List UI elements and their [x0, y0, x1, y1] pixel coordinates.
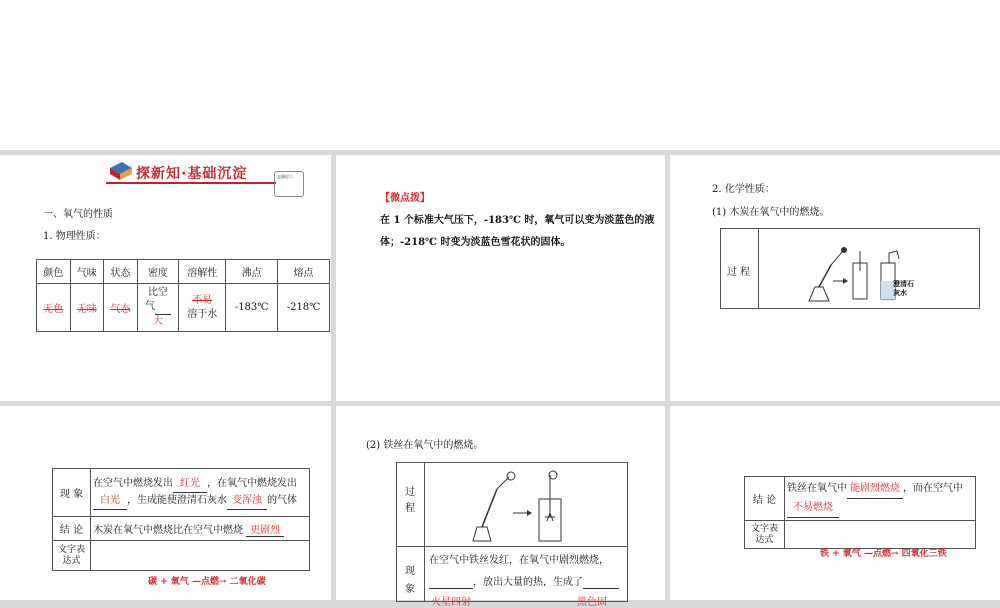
phenomenon-text: ，在氧气中燃烧发出 — [207, 477, 297, 489]
iron-process-box — [396, 462, 628, 608]
table-row — [37, 284, 330, 332]
conclusion-text: 铁丝在氧气中 — [787, 482, 847, 494]
phenomenon-label: 现象 — [405, 566, 415, 595]
expression-label: 文字表达式 — [53, 541, 91, 571]
banner-title: 探新知·基础沉淀 — [136, 166, 248, 182]
answer-vigorous-burn: 能剧烈燃烧 — [847, 480, 903, 499]
top-blank-area — [0, 0, 1000, 150]
answer-state: 气态 — [110, 304, 131, 315]
tip-badge — [274, 171, 304, 197]
tip-line-2: 体；-218℃ 时变为淡蓝色雪花状的固体。 — [380, 237, 571, 248]
header-cell: 熔点 — [278, 260, 330, 284]
header-cell: 状态 — [104, 260, 138, 284]
answer-not-easy-burn: 不易燃烧 — [787, 499, 839, 518]
density-mid: 气 — [144, 301, 155, 312]
banner-underline — [106, 182, 276, 184]
slide-thumbnail-5[interactable] — [336, 406, 665, 608]
answer-white-light: 白光 — [93, 493, 127, 510]
conclusion-text: ，而在空气中 — [903, 482, 963, 494]
phenomenon-text: ，生成能使澄清石灰水 — [127, 494, 227, 506]
tip-line-1: 在 1 个标准大气压下，-183℃ 时，氧气可以变为淡蓝色的液 — [380, 215, 655, 226]
iron-heading: (2) 铁丝在氧气中的燃烧。 — [366, 440, 484, 451]
section-banner — [106, 160, 276, 186]
slide-thumbnail-1[interactable] — [0, 155, 331, 401]
slide-thumbnail-3[interactable] — [670, 155, 1000, 401]
answer-black-solid: 黑色固 — [577, 597, 607, 608]
boiling-point: -183℃ — [226, 284, 278, 332]
table-header-row — [37, 260, 330, 284]
iron-equation: 铁 + 氧气 —点燃→ 四氧化三铁 — [820, 549, 947, 559]
answer-sparks: 火星四射 — [431, 597, 471, 608]
process-label: 过 程 — [727, 267, 751, 278]
iron-phenomenon-line1: 在空气中铁丝发红，在氧气中剧烈燃烧， — [429, 555, 609, 566]
phenomenon-text: 在空气中燃烧发出 — [93, 477, 173, 489]
melting-point: -218℃ — [278, 284, 330, 332]
process-box — [720, 228, 980, 309]
answer-red-light: 红光 — [173, 476, 207, 493]
header-cell: 溶解性 — [179, 260, 226, 284]
limewater-caption: 澄清石灰水 — [893, 279, 914, 297]
phenomenon-text: 的气体 — [267, 494, 297, 506]
solubility-suffix: 溶于水 — [187, 308, 218, 320]
chem-subheading: (1) 木炭在氧气中的燃烧。 — [712, 207, 830, 218]
subheading: 1. 物理性质： — [43, 231, 106, 242]
density-prefix: 比空 — [147, 287, 168, 298]
iron-results-table — [744, 476, 976, 549]
answer-density: 大 — [152, 316, 163, 327]
carbon-equation: 碳 + 氧气 —点燃→ 二氧化碳 — [148, 577, 266, 587]
conclusion-label: 结 论 — [745, 477, 785, 521]
answer-solubility: 不易 — [192, 294, 213, 306]
slide-thumbnail-6[interactable] — [670, 406, 1000, 600]
process-label: 过程 — [405, 487, 415, 514]
expression-label: 文字表达式 — [745, 521, 785, 549]
answer-odor: 无味 — [76, 304, 97, 315]
iron-wire-diagram — [457, 469, 577, 545]
phenomenon-label: 现 象 — [53, 469, 91, 517]
chem-heading: 2. 化学性质： — [712, 184, 775, 195]
book-icon — [108, 160, 134, 182]
header-cell: 气味 — [70, 260, 104, 284]
answer-more-vigorous: 更剧烈 — [246, 521, 284, 537]
tip-heading: 【微点拨】 — [380, 193, 430, 204]
header-cell: 沸点 — [226, 260, 278, 284]
iron-phenomenon-line2: ，放出大量的热，生成了 — [473, 577, 583, 588]
slide-thumbnail-2[interactable] — [336, 155, 665, 401]
charcoal-results-table — [52, 468, 310, 571]
physical-properties-table — [36, 259, 330, 332]
conclusion-text: 木炭在氧气中燃烧比在空气中燃烧 — [93, 524, 243, 536]
badge-text: 温馨提示 — [277, 174, 293, 179]
header-cell: 密度 — [137, 260, 179, 284]
header-cell: 颜色 — [37, 260, 71, 284]
slide-thumbnail-4[interactable] — [0, 406, 331, 600]
section-heading: 一、氧气的性质 — [43, 209, 113, 220]
answer-turbid: 变浑浊 — [227, 493, 267, 510]
conclusion-label: 结 论 — [53, 517, 91, 541]
answer-color: 无色 — [43, 304, 64, 315]
